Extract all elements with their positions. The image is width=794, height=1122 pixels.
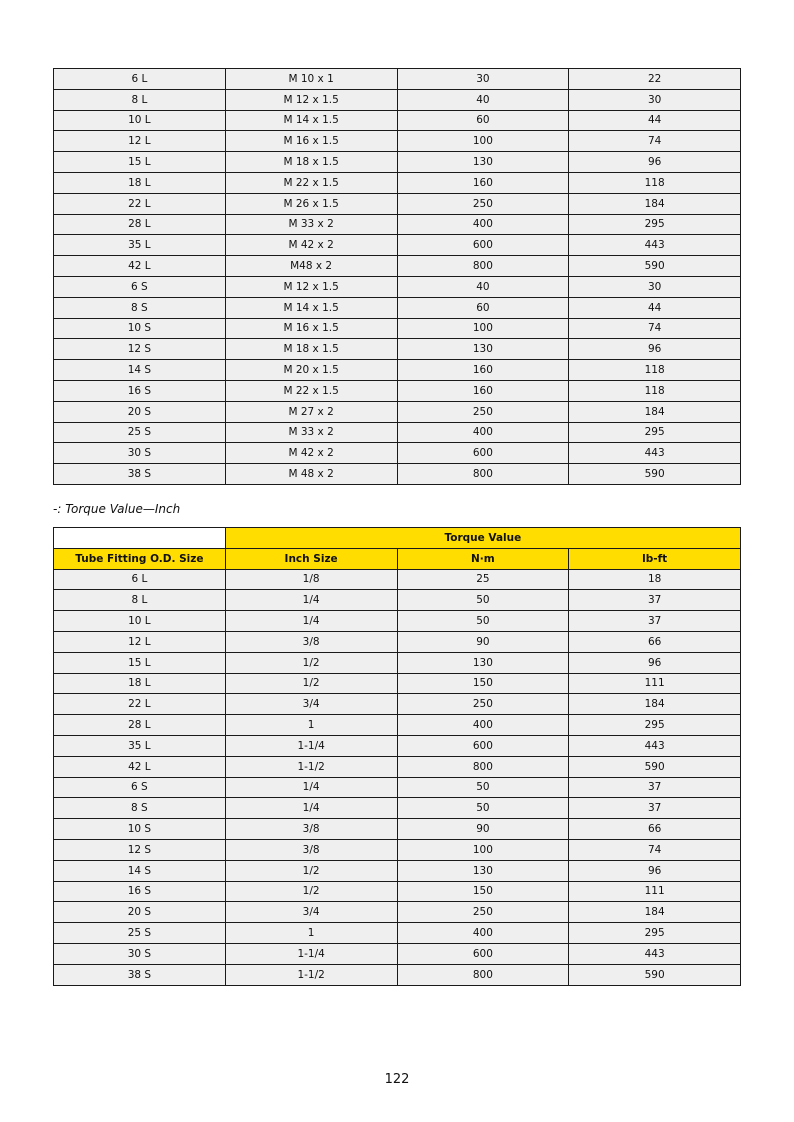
newton-meter-cell: 130 <box>397 152 569 173</box>
table-row <box>54 318 741 339</box>
thread-size-cell: 3/8 <box>225 839 397 860</box>
inch-table-body <box>54 569 741 985</box>
table-row <box>54 839 741 860</box>
thread-size-cell: 1-1/2 <box>225 756 397 777</box>
pound-foot-cell: 37 <box>569 777 741 798</box>
pound-foot-cell: 111 <box>569 881 741 902</box>
fitting-size-cell: 12 L <box>54 631 226 652</box>
newton-meter-cell: 50 <box>397 777 569 798</box>
newton-meter-cell: 150 <box>397 673 569 694</box>
table-row <box>54 652 741 673</box>
fitting-size-cell: 22 L <box>54 193 226 214</box>
header-inch-size: Inch Size <box>225 548 397 569</box>
thread-size-cell: M 18 x 1.5 <box>225 339 397 360</box>
thread-size-cell: 3/8 <box>225 631 397 652</box>
table-row <box>54 964 741 985</box>
fitting-size-cell: 8 S <box>54 297 226 318</box>
pound-foot-cell: 443 <box>569 943 741 964</box>
table-row <box>54 276 741 297</box>
pound-foot-cell: 443 <box>569 735 741 756</box>
table-row <box>54 131 741 152</box>
table-row <box>54 611 741 632</box>
fitting-size-cell: 12 L <box>54 131 226 152</box>
thread-size-cell: M 14 x 1.5 <box>225 297 397 318</box>
fitting-size-cell: 6 S <box>54 777 226 798</box>
pound-foot-cell: 295 <box>569 214 741 235</box>
table-row <box>54 673 741 694</box>
fitting-size-cell: 16 S <box>54 881 226 902</box>
table-row <box>54 422 741 443</box>
pound-foot-cell: 30 <box>569 276 741 297</box>
fitting-size-cell: 8 L <box>54 590 226 611</box>
pound-foot-cell: 30 <box>569 89 741 110</box>
thread-size-cell: M 42 x 2 <box>225 443 397 464</box>
pound-foot-cell: 590 <box>569 464 741 485</box>
thread-size-cell: M 33 x 2 <box>225 214 397 235</box>
newton-meter-cell: 160 <box>397 360 569 381</box>
table-row <box>54 569 741 590</box>
pound-foot-cell: 590 <box>569 964 741 985</box>
thread-size-cell: M48 x 2 <box>225 256 397 277</box>
fitting-size-cell: 18 L <box>54 673 226 694</box>
table-row <box>54 360 741 381</box>
fitting-size-cell: 14 S <box>54 360 226 381</box>
header-pound-foot: lb-ft <box>569 548 741 569</box>
fitting-size-cell: 8 L <box>54 89 226 110</box>
table-row <box>54 401 741 422</box>
table-row <box>54 235 741 256</box>
thread-size-cell: 1 <box>225 715 397 736</box>
thread-size-cell: 1-1/4 <box>225 735 397 756</box>
table-row <box>54 694 741 715</box>
thread-size-cell: 1/4 <box>225 798 397 819</box>
thread-size-cell: M 22 x 1.5 <box>225 172 397 193</box>
fitting-size-cell: 6 S <box>54 276 226 297</box>
pound-foot-cell: 37 <box>569 611 741 632</box>
fitting-size-cell: 14 S <box>54 860 226 881</box>
table-row <box>54 735 741 756</box>
pound-foot-cell: 118 <box>569 380 741 401</box>
thread-size-cell: 1/4 <box>225 777 397 798</box>
fitting-size-cell: 35 L <box>54 235 226 256</box>
fitting-size-cell: 28 L <box>54 715 226 736</box>
table-row <box>54 819 741 840</box>
fitting-size-cell: 38 S <box>54 964 226 985</box>
pound-foot-cell: 118 <box>569 360 741 381</box>
newton-meter-cell: 600 <box>397 943 569 964</box>
table-row <box>54 881 741 902</box>
thread-size-cell: M 10 x 1 <box>225 69 397 90</box>
header-column-row <box>54 548 741 569</box>
newton-meter-cell: 90 <box>397 631 569 652</box>
table-row <box>54 214 741 235</box>
newton-meter-cell: 250 <box>397 902 569 923</box>
newton-meter-cell: 40 <box>397 276 569 297</box>
newton-meter-cell: 250 <box>397 401 569 422</box>
newton-meter-cell: 50 <box>397 611 569 632</box>
thread-size-cell: M 16 x 1.5 <box>225 318 397 339</box>
header-tube-fitting-size: Tube Fitting O.D. Size <box>54 548 226 569</box>
pound-foot-cell: 96 <box>569 339 741 360</box>
pound-foot-cell: 590 <box>569 256 741 277</box>
pound-foot-cell: 44 <box>569 110 741 131</box>
newton-meter-cell: 50 <box>397 590 569 611</box>
newton-meter-cell: 400 <box>397 923 569 944</box>
table-row <box>54 590 741 611</box>
thread-size-cell: M 33 x 2 <box>225 422 397 443</box>
newton-meter-cell: 800 <box>397 756 569 777</box>
newton-meter-cell: 130 <box>397 652 569 673</box>
fitting-size-cell: 15 L <box>54 152 226 173</box>
thread-size-cell: M 22 x 1.5 <box>225 380 397 401</box>
newton-meter-cell: 800 <box>397 964 569 985</box>
fitting-size-cell: 28 L <box>54 214 226 235</box>
fitting-size-cell: 42 L <box>54 256 226 277</box>
torque-value-group-header: Torque Value <box>225 528 740 549</box>
thread-size-cell: 3/4 <box>225 902 397 923</box>
fitting-size-cell: 12 S <box>54 839 226 860</box>
pound-foot-cell: 295 <box>569 923 741 944</box>
newton-meter-cell: 160 <box>397 380 569 401</box>
fitting-size-cell: 10 L <box>54 110 226 131</box>
thread-size-cell: 3/4 <box>225 694 397 715</box>
table-row <box>54 89 741 110</box>
newton-meter-cell: 600 <box>397 443 569 464</box>
header-newton-meter: N·m <box>397 548 569 569</box>
fitting-size-cell: 6 L <box>54 69 226 90</box>
fitting-size-cell: 20 S <box>54 401 226 422</box>
fitting-size-cell: 20 S <box>54 902 226 923</box>
fitting-size-cell: 30 S <box>54 443 226 464</box>
pound-foot-cell: 96 <box>569 152 741 173</box>
table-row <box>54 631 741 652</box>
thread-size-cell: M 27 x 2 <box>225 401 397 422</box>
newton-meter-cell: 100 <box>397 839 569 860</box>
newton-meter-cell: 400 <box>397 214 569 235</box>
newton-meter-cell: 130 <box>397 860 569 881</box>
fitting-size-cell: 12 S <box>54 339 226 360</box>
fitting-size-cell: 15 L <box>54 652 226 673</box>
pound-foot-cell: 74 <box>569 318 741 339</box>
pound-foot-cell: 184 <box>569 902 741 923</box>
fitting-size-cell: 25 S <box>54 923 226 944</box>
pound-foot-cell: 443 <box>569 235 741 256</box>
table-row <box>54 152 741 173</box>
thread-size-cell: M 26 x 1.5 <box>225 193 397 214</box>
pound-foot-cell: 37 <box>569 590 741 611</box>
thread-size-cell: 3/8 <box>225 819 397 840</box>
pound-foot-cell: 22 <box>569 69 741 90</box>
pound-foot-cell: 74 <box>569 839 741 860</box>
pound-foot-cell: 74 <box>569 131 741 152</box>
thread-size-cell: 1/8 <box>225 569 397 590</box>
table-row <box>54 297 741 318</box>
inch-table-caption: -: Torque Value—Inch <box>53 502 181 516</box>
table-row <box>54 715 741 736</box>
newton-meter-cell: 100 <box>397 318 569 339</box>
thread-size-cell: M 48 x 2 <box>225 464 397 485</box>
newton-meter-cell: 400 <box>397 422 569 443</box>
newton-meter-cell: 40 <box>397 89 569 110</box>
table-row <box>54 860 741 881</box>
fitting-size-cell: 30 S <box>54 943 226 964</box>
table-row <box>54 256 741 277</box>
thread-size-cell: 1/2 <box>225 860 397 881</box>
inch-table-header <box>54 528 741 570</box>
page-number: 122 <box>384 1072 410 1087</box>
table-row <box>54 172 741 193</box>
table-row <box>54 339 741 360</box>
table-row <box>54 943 741 964</box>
thread-size-cell: 1-1/4 <box>225 943 397 964</box>
table-row <box>54 380 741 401</box>
newton-meter-cell: 100 <box>397 131 569 152</box>
newton-meter-cell: 250 <box>397 694 569 715</box>
pound-foot-cell: 118 <box>569 172 741 193</box>
newton-meter-cell: 90 <box>397 819 569 840</box>
table-row <box>54 69 741 90</box>
fitting-size-cell: 18 L <box>54 172 226 193</box>
thread-size-cell: M 12 x 1.5 <box>225 89 397 110</box>
pound-foot-cell: 590 <box>569 756 741 777</box>
pound-foot-cell: 184 <box>569 401 741 422</box>
metric-torque-table <box>53 68 741 485</box>
thread-size-cell: M 42 x 2 <box>225 235 397 256</box>
table-row <box>54 798 741 819</box>
fitting-size-cell: 22 L <box>54 694 226 715</box>
newton-meter-cell: 800 <box>397 464 569 485</box>
newton-meter-cell: 130 <box>397 339 569 360</box>
thread-size-cell: 1/2 <box>225 881 397 902</box>
fitting-size-cell: 38 S <box>54 464 226 485</box>
fitting-size-cell: 42 L <box>54 756 226 777</box>
thread-size-cell: 1-1/2 <box>225 964 397 985</box>
newton-meter-cell: 160 <box>397 172 569 193</box>
pound-foot-cell: 96 <box>569 860 741 881</box>
newton-meter-cell: 60 <box>397 110 569 131</box>
pound-foot-cell: 44 <box>569 297 741 318</box>
inch-torque-table <box>53 527 741 986</box>
fitting-size-cell: 8 S <box>54 798 226 819</box>
thread-size-cell: 1 <box>225 923 397 944</box>
header-group-row <box>54 528 741 549</box>
thread-size-cell: 1/4 <box>225 611 397 632</box>
fitting-size-cell: 10 S <box>54 819 226 840</box>
newton-meter-cell: 600 <box>397 235 569 256</box>
pound-foot-cell: 184 <box>569 193 741 214</box>
thread-size-cell: 1/2 <box>225 673 397 694</box>
fitting-size-cell: 10 L <box>54 611 226 632</box>
pound-foot-cell: 37 <box>569 798 741 819</box>
thread-size-cell: M 16 x 1.5 <box>225 131 397 152</box>
thread-size-cell: M 20 x 1.5 <box>225 360 397 381</box>
fitting-size-cell: 35 L <box>54 735 226 756</box>
thread-size-cell: M 14 x 1.5 <box>225 110 397 131</box>
pound-foot-cell: 66 <box>569 631 741 652</box>
table-row <box>54 777 741 798</box>
thread-size-cell: 1/2 <box>225 652 397 673</box>
newton-meter-cell: 150 <box>397 881 569 902</box>
pound-foot-cell: 443 <box>569 443 741 464</box>
table-row <box>54 756 741 777</box>
pound-foot-cell: 295 <box>569 715 741 736</box>
newton-meter-cell: 600 <box>397 735 569 756</box>
fitting-size-cell: 10 S <box>54 318 226 339</box>
table-row <box>54 923 741 944</box>
newton-meter-cell: 50 <box>397 798 569 819</box>
fitting-size-cell: 25 S <box>54 422 226 443</box>
header-blank-cell <box>54 528 226 549</box>
newton-meter-cell: 60 <box>397 297 569 318</box>
pound-foot-cell: 96 <box>569 652 741 673</box>
fitting-size-cell: 16 S <box>54 380 226 401</box>
newton-meter-cell: 25 <box>397 569 569 590</box>
table-row <box>54 110 741 131</box>
table-row <box>54 193 741 214</box>
fitting-size-cell: 6 L <box>54 569 226 590</box>
table-row <box>54 902 741 923</box>
pound-foot-cell: 184 <box>569 694 741 715</box>
thread-size-cell: M 12 x 1.5 <box>225 276 397 297</box>
metric-table-body <box>54 69 741 485</box>
newton-meter-cell: 400 <box>397 715 569 736</box>
pound-foot-cell: 18 <box>569 569 741 590</box>
table-row <box>54 464 741 485</box>
thread-size-cell: M 18 x 1.5 <box>225 152 397 173</box>
newton-meter-cell: 250 <box>397 193 569 214</box>
thread-size-cell: 1/4 <box>225 590 397 611</box>
newton-meter-cell: 30 <box>397 69 569 90</box>
newton-meter-cell: 800 <box>397 256 569 277</box>
pound-foot-cell: 111 <box>569 673 741 694</box>
pound-foot-cell: 66 <box>569 819 741 840</box>
pound-foot-cell: 295 <box>569 422 741 443</box>
table-row <box>54 443 741 464</box>
